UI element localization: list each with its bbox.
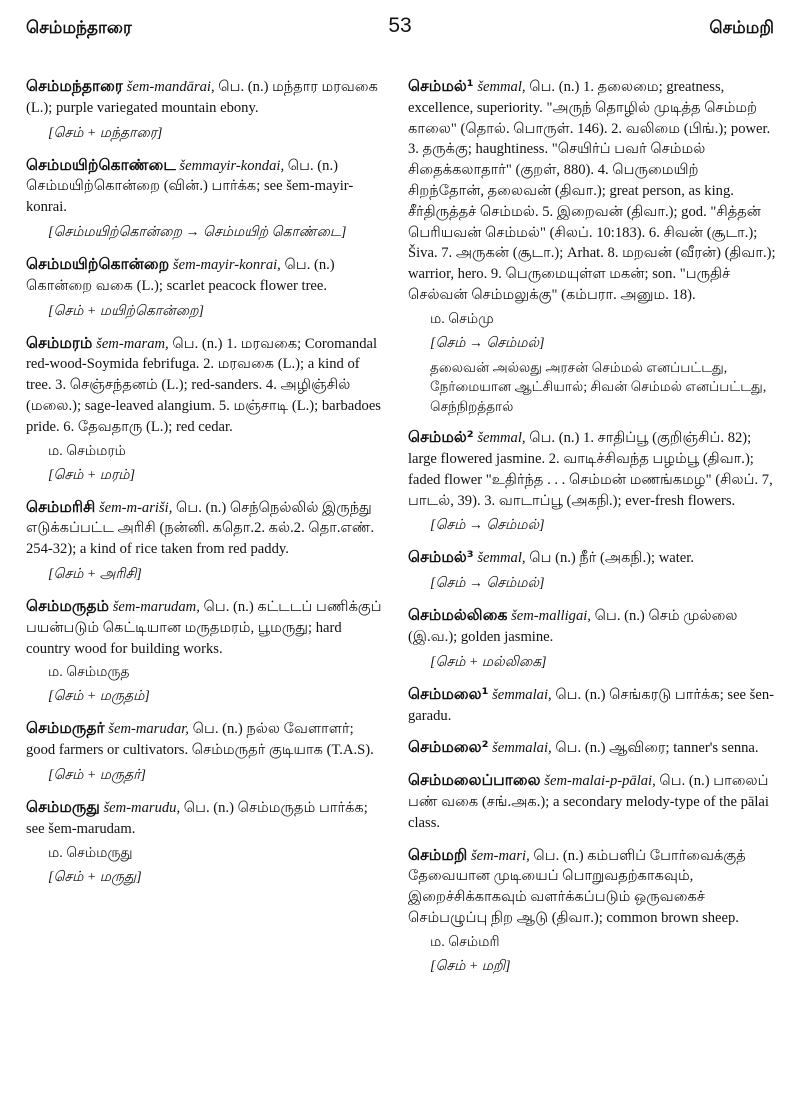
page-number: 53 [388,14,412,37]
entry-definition [408,427,778,511]
definition-text: பெ. (n.) ஆவிரை; tanner's senna. [555,740,759,757]
entry-definition [408,684,778,727]
definition-text: பெ. (n.) செங்கரடு பார்க்க; see šen-garadu. [408,686,774,724]
headword: செம்மறி [408,845,468,864]
entry-definition [408,547,778,569]
transliteration: šem-m-ariši, [98,499,173,516]
dictionary-entry [408,76,778,416]
definition-text: பெ. (n.) செம் முல்லை (இ.வ.); golden jasmine. [408,608,738,646]
cognate-line: ம. செம்மருத [48,665,130,681]
dictionary-entry [26,797,384,888]
transliteration: šem-marudam, [112,598,200,615]
entry-definition [26,76,384,119]
cognate-line: ம. செம்மரி [430,934,500,950]
etymology: [செம் + மரம்] [48,467,136,483]
dictionary-entry [26,596,384,707]
headword: செம்மல்லிகை [408,606,508,625]
dictionary-entry [26,333,384,486]
entry-definition [26,155,384,218]
entry-definition [26,333,384,438]
dictionary-entry [408,737,778,759]
headword: செம்மரிசி [26,497,96,516]
header-first-word: செம்மந்தாரை [26,18,132,38]
etymology: [செம் + மருது] [48,869,142,885]
transliteration: šemmal, [477,430,526,447]
left-column [26,76,384,899]
cognate-line: ம. செம்மரம் [48,443,126,459]
etymology: [செம் + மந்தாரை] [48,125,163,141]
header-last-word: செம்மறி [709,18,774,38]
cognate-line: ம. செம்மருது [48,845,133,861]
entry-note: தலைவன் அல்லது அரசன் செம்மல் எனப்பட்டது, நேர்மையான ஆட்சியால்; சிவன் செம்மல் எனப்பட்டது, செந்நிறத்தால் [430,359,767,414]
etymology: [செம் → செம்மல்] [430,518,545,534]
dictionary-entry [26,718,384,786]
headword: செம்மருதம் [26,596,110,615]
entry-definition [408,76,778,306]
headword: செம்மருது [26,797,100,816]
definition-text: பெ. (n.) கொன்றை வகை (L.); scarlet peacock flower tree. [26,256,335,294]
entry-definition [408,737,778,759]
transliteration: šemmalai, [492,686,552,703]
definition-text: பெ. (n.) மந்தார மரவகை (L.); purple variegated mountain ebony. [26,79,378,116]
headword: செம்மயிற்கொன்றை [26,254,170,273]
entry-definition [408,770,778,833]
transliteration: šem-malligai, [511,608,591,625]
entry-definition [408,605,778,648]
definition-text: பெ. (n.) 1. சாதிப்பூ (குறிஞ்சிப். 82); large flowered jasmine. 2. வாடிச்சிவந்த பழம்பூ (திவா.); faded flower "உதிர்ந்த . . . செம்மன் மணங்கமழ" (சிலப். 7, பாடல், 39). 3. வாடாப்பூ (அகநி.); ever-fresh flowers. [408,430,773,509]
definition-text: பெ. (n.) செம்மயிற்கொன்றை (வின்.) பார்க்க; see šem-mayir-konrai. [26,157,354,216]
headword: செம்மருதர் [26,719,105,738]
transliteration: šemmayir-kondai, [179,157,285,174]
entry-definition [26,797,384,840]
etymology: [செம்மயிற்கொன்றை → செம்மயிற் கொண்டை] [48,224,347,240]
definition-text: பெ. (n.) பாலைப் பண் வகை (சங்.அக.); a secondary melody-type of the pālai class. [408,773,769,831]
headword: செம்மலை¹ [408,684,489,703]
etymology: [செம் + மருதம்] [48,689,150,705]
headword: செம்மலைப்பாலை [408,771,541,790]
etymology: [செம் + மயிற்கொன்றை] [48,303,204,319]
headword: செம்மயிற்கொண்டை [26,155,176,174]
cognate-line: ம. செம்மு [430,311,494,327]
headword: செம்மலை² [408,738,489,757]
entry-definition [408,845,778,929]
entry-definition [26,718,384,761]
transliteration: šem-mari, [470,847,530,864]
etymology: [செம் + மருதர்] [48,767,146,783]
headword: செம்மரம் [26,333,93,352]
definition-text: பெ. (n.) 1. மரவகை; Coromandal red-wood-Soymida febrifuga. 2. மரவகை (L.); a kind of tree. 3. செஞ்சந்தனம் (L.); red-sanders. 4. அழிஞ்சில் (மலை.); sage-leaved alangium. 5. மஞ்சாடி (L.); barbadoes pride. 6. தேவதாரு (L.); red cedar. [26,335,381,435]
transliteration: šemmal, [477,550,526,567]
entry-definition [26,596,384,659]
etymology: [செம் → செம்மல்] [430,576,545,592]
etymology: [செம் + மல்லிகை] [430,654,547,670]
transliteration: šem-marudu, [103,799,181,816]
dictionary-entry [408,427,778,536]
dictionary-entry [26,155,384,243]
dictionary-entry [408,547,778,594]
dictionary-entry [408,684,778,727]
definition-text: பெ. (n.) கம்பளிப் போர்வைக்குத் தேவையான முடியைப் பொறுவதற்காகவும், இறைச்சிக்காகவும் வளர்க்கப்படும் ஒருவகைச் செம்பழுப்பு நிற ஆடு (திவா.); common brown sheep. [408,847,746,927]
entry-definition [26,497,384,560]
headword: செம்மல்² [408,428,474,447]
headword: செம்மல்³ [408,548,474,567]
headword: செம்மந்தாரை [26,77,123,95]
transliteration: šemmal, [477,79,526,95]
dictionary-entry [408,770,778,833]
transliteration: šem-marudar, [108,721,189,738]
transliteration: šem-malai-p-pālai, [544,773,656,790]
etymology: [செம் + மறி] [430,958,511,974]
right-column [408,76,778,988]
dictionary-entry [26,497,384,585]
dictionary-entry [408,845,778,977]
transliteration: šemmalai, [492,740,552,757]
entry-definition [26,254,384,297]
transliteration: šem-maram, [96,335,169,352]
dictionary-entry [408,605,778,673]
headword: செம்மல்¹ [408,77,474,95]
etymology: [செம் → செம்மல்] [430,335,545,351]
dictionary-entry [26,254,384,322]
transliteration: šem-mayir-konrai, [172,256,281,273]
definition-text: பெ. (n.) 1. தலைமை; greatness, excellence, superiority. "அருந் தொழில் முடித்த செம்மற் காலை" (தொல். பொருள். 146). 2. வலிமை (பிங்.); power. 3. தருக்கு; haughtiness. "செயிர்ப் பவர் செம்மல் சிதைக்கலாதார்" (குறள், 880). 4. பெருமையிற் சிறந்தோன், தலைவன் (திவா.); great person, as king. சீர்திருத்தச் செம்மல். 5. இறைவன் (திவா.); god. "சித்தன் பெரியவன் செம்மல்" (சிலப். 10:183). 6. சிவன் (சூடா.); Šiva. 7. அருகன் (சூடா.); Arhat. 8. மறவன் (வீரன்) (திவா.); warrior, hero. 9. பெருமையுள்ள மகன்; son. "பருதிச் செல்வன் செம்மலுக்கு" (கம்பரா. அனும. 18). [408,79,776,303]
definition-text: பெ. (n.) செந்நெல்லில் இருந்து எடுக்கப்பட்ட அரிசி (நன்னி. கதொ.2. கல்.2. தொ.எண். 254-32); a kind of rice taken from red paddy. [26,499,375,558]
definition-text: பெ (n.) நீர் (அகநி.); water. [529,550,694,567]
definition-text: பெ. (n.) கட்டடப் பணிக்குப் பயன்படும் கெட்டியான மருதமரம், பூமருது; hard country wood for building works. [26,598,382,657]
definition-text: பெ. (n.) செம்மருதம் பார்க்க; see šem-marudam. [26,799,368,837]
dictionary-entry [26,76,384,144]
page-header [26,8,774,44]
etymology: [செம் + அரிசி] [48,566,142,582]
definition-text: பெ. (n.) நல்ல வேளாளர்; good farmers or cultivators. செம்மருதர் குடியாக (T.A.S). [26,721,374,759]
transliteration: šem-mandārai, [126,79,215,95]
